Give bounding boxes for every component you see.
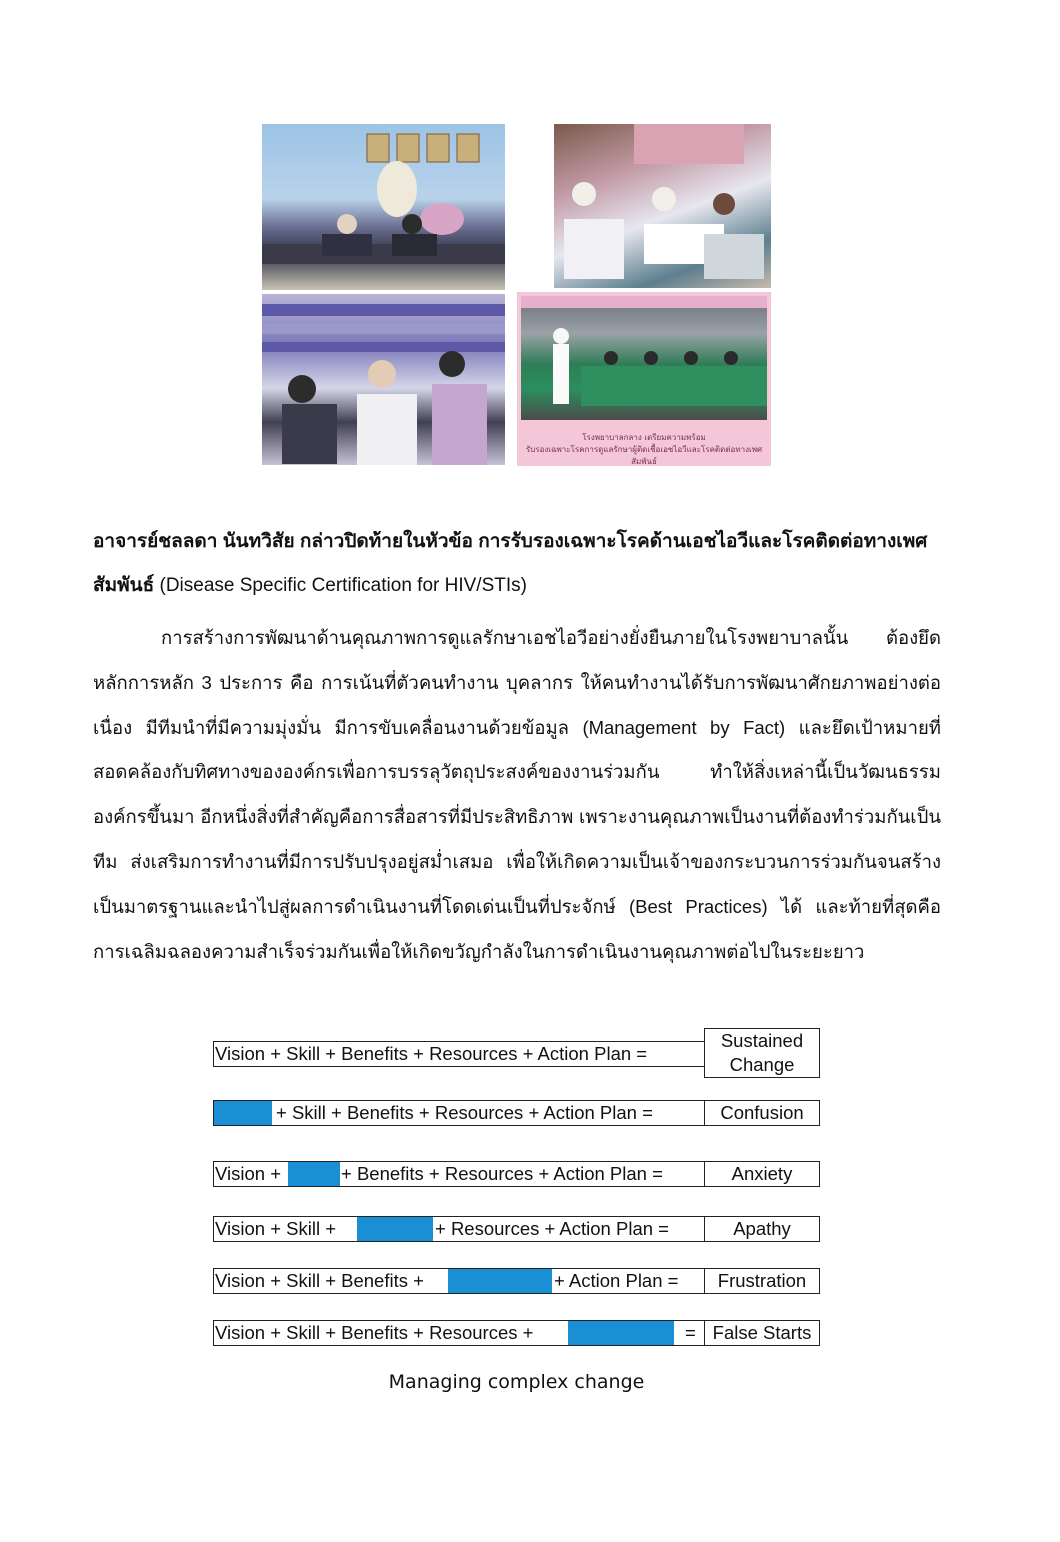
- row-text-left: Vision +: [215, 1163, 281, 1184]
- row-text-left: Vision + Skill + Benefits + Resources +: [215, 1322, 534, 1343]
- body-paragraph: [93, 616, 941, 974]
- photo-nurses-training: [554, 124, 771, 288]
- missing-benefits-block: [357, 1217, 433, 1241]
- section-heading: [93, 520, 953, 608]
- missing-vision-block: [214, 1101, 272, 1125]
- row-text-left: Vision + Skill + Benefits +: [215, 1270, 424, 1291]
- photo-nurses-art: [554, 124, 771, 288]
- photo-green-group-image: [521, 296, 767, 420]
- result-confusion: Confusion: [704, 1100, 820, 1126]
- diagram-caption: Managing complex change: [388, 1371, 645, 1393]
- photo-meeting: [262, 124, 505, 290]
- result-line1: Sustained: [720, 1030, 804, 1051]
- photo-caption-line2: รับรองเฉพาะโรคการดูแลรักษาผู้ติดเชื้อเอชไอวีและโรคติดต่อทางเพศสัมพันธ์: [525, 445, 763, 466]
- row-text: + Skill + Benefits + Resources + Action Plan =: [276, 1102, 653, 1123]
- result-frustration: Frustration: [704, 1268, 820, 1294]
- diagram-row-frustration: [213, 1268, 705, 1294]
- missing-skill-block: [288, 1162, 340, 1186]
- diagram-row-apathy: [213, 1216, 705, 1242]
- photo-caption: [517, 432, 771, 466]
- row-text-left: Vision + Skill +: [215, 1218, 336, 1239]
- row-text: Vision + Skill + Benefits + Resources + Action Plan =: [215, 1043, 648, 1064]
- photo-green-group: [517, 292, 771, 466]
- photo-pharmacy-art: [262, 294, 505, 465]
- diagram-row-sustained: [213, 1041, 705, 1067]
- result-apathy: Apathy: [704, 1216, 820, 1242]
- row-text-right: =: [685, 1322, 696, 1343]
- missing-action-plan-block: [568, 1321, 674, 1345]
- missing-resources-block: [448, 1269, 552, 1293]
- photo-pharmacy: [262, 294, 505, 465]
- diagram-row-confusion: [213, 1100, 705, 1126]
- result-false-starts: False Starts: [704, 1320, 820, 1346]
- photo-green-art: [521, 296, 767, 420]
- diagram-row-false-starts: [213, 1320, 705, 1346]
- result-line2: Change: [729, 1054, 795, 1075]
- diagram-row-anxiety: [213, 1161, 705, 1187]
- row-text-right: + Resources + Action Plan =: [435, 1218, 669, 1239]
- photo-meeting-art: [262, 124, 505, 290]
- photo-caption-line1: โรงพยาบาลกลาง เตรียมความพร้อม: [582, 433, 706, 442]
- result-sustained-change: [704, 1028, 820, 1078]
- heading-bold: อาจารย์ชลลดา นันทวิสัย กล่าวปิดท้ายในหัวข้อ การรับรองเฉพาะโรคด้านเอชไอวีและโรคติดต่อทางเพศสัมพันธ์: [93, 531, 928, 596]
- result-anxiety: Anxiety: [704, 1161, 820, 1187]
- row-text-right: + Benefits + Resources + Action Plan =: [341, 1163, 663, 1184]
- row-text-right: + Action Plan =: [554, 1270, 679, 1291]
- heading-normal: (Disease Specific Certification for HIV/STIs): [154, 575, 527, 596]
- paragraph-text: การสร้างการพัฒนาด้านคุณภาพการดูแลรักษาเอชไอวีอย่างยั่งยืนภายในโรงพยาบาลนั้น ต้องยึดหลักการหลัก 3 ประการ คือ การเน้นที่ตัวคนทำงาน บุคลากร ให้คนทำงานได้รับการพัฒนาศักยภาพอย่างต่อเนื่อง มีทีมนำที่มีความมุ่งมั่น มีการขับเคลื่อนงานด้วยข้อมูล (Management by Fact) และยึดเป้าหมายที่สอดคล้องกับทิศทางขององค์กรเพื่อการบรรลุวัตถุประสงค์ของงานร่วมกัน ทำให้สิ่งเหล่านี้เป็นวัฒนธรรมองค์กรขึ้นมา อีกหนึ่งสิ่งที่สำคัญคือการสื่อสารที่มีประสิทธิภาพ เพราะงานคุณภาพเป็นงานที่ต้องทำร่วมกันเป็นทีม ส่งเสริมการทำงานที่มีการปรับปรุงอยู่สม่ำเสมอ เพื่อให้เกิดความเป็นเจ้าของกระบวนการร่วมกันจนสร้างเป็นมาตรฐานและนำไปสู่ผลการดำเนินงานที่โดดเด่นเป็นที่ประจักษ์ (Best Practices) ได้ และท้ายที่สุดคือ การเฉลิมฉลองความสำเร็จร่วมกันเพื่อให้เกิดขวัญกำลังในการดำเนินงานคุณภาพต่อไปในระยะยาว: [93, 627, 941, 962]
